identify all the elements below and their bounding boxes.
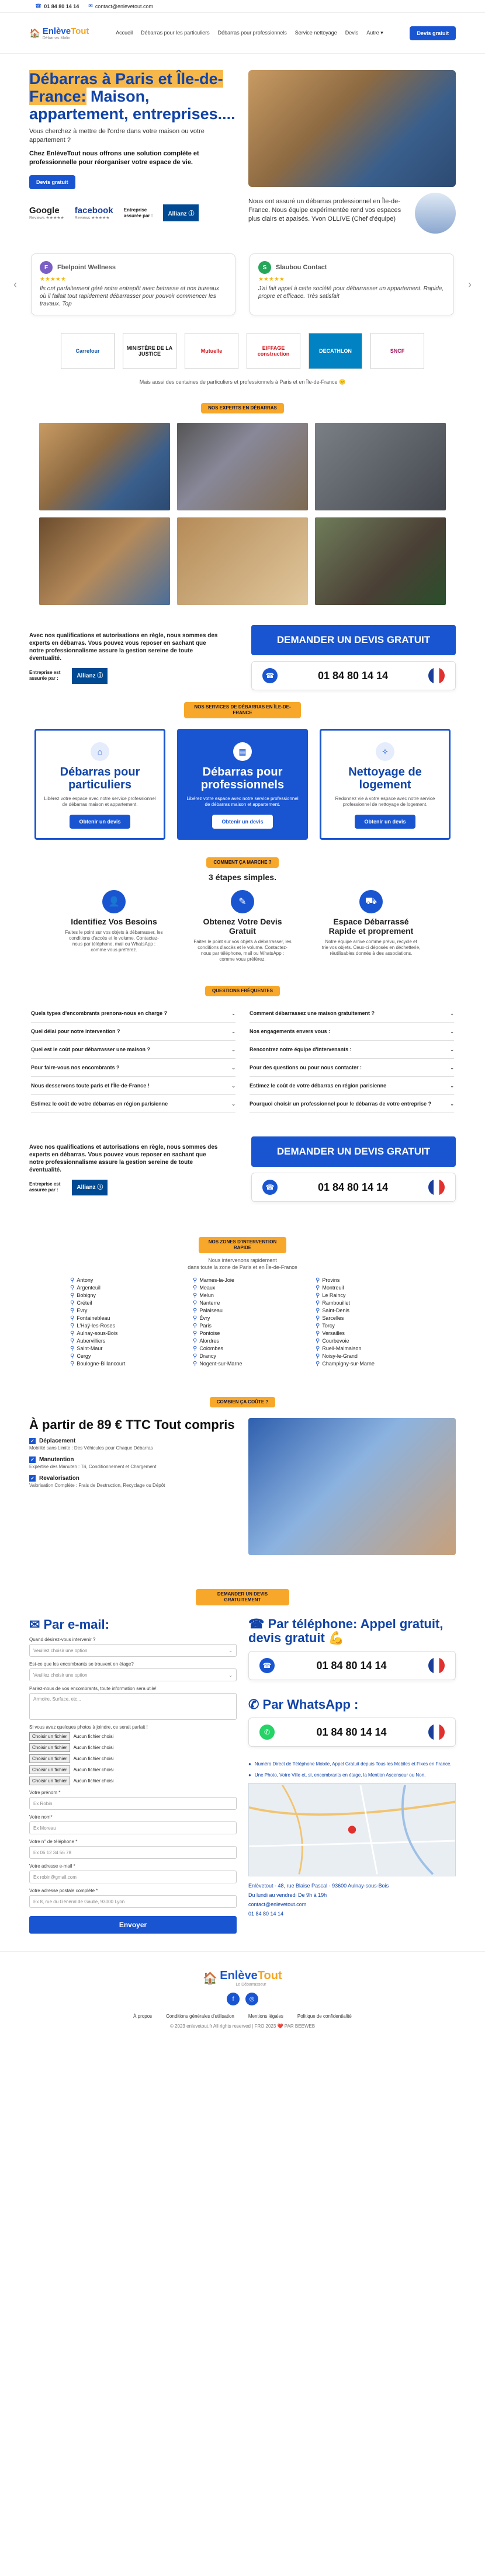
chevron-down-icon: ⌄ (231, 1101, 235, 1107)
faq-item[interactable]: Pourquoi choisir un professionnel pour le débarras de votre entreprise ? ⌄ (250, 1095, 454, 1113)
zone-item: ⚲ Évry (193, 1315, 292, 1322)
chevron-down-icon: ⌄ (450, 1047, 454, 1052)
price-title: À partir de 89 € TTC Tout compris (29, 1417, 235, 1432)
chevron-down-icon: ⌄ (228, 1672, 233, 1678)
zone-item: ⚲ Meaux (193, 1284, 292, 1292)
faq-item[interactable]: Estimez le coût de votre débarras en région parisienne ⌄ (31, 1095, 235, 1113)
service-card-professionnels: ▦ Débarras pour professionnels Libérez votre espace avec notre service professionnel de débarras maison et appartement. Obtenir un devis (177, 729, 308, 840)
phone-number: 01 84 80 14 14 (317, 669, 389, 682)
zone-item: ⚲ Rueil-Malmaison (316, 1345, 415, 1353)
zone-item: ⚲ Aulnay-sous-Bois (70, 1330, 169, 1337)
review-card (250, 253, 454, 315)
phone-field[interactable]: Ex 06 12 34 56 78 (29, 1846, 237, 1859)
file-input[interactable]: Choisir un fichier Aucun fichier choisi (29, 1754, 237, 1763)
nav-item-autre[interactable]: Autre ▾ (366, 30, 383, 36)
faq-item[interactable]: Nous desservons toute paris et l'Île-de-France ! ⌄ (31, 1077, 235, 1095)
footer-link[interactable]: À propos (133, 2014, 153, 2019)
steps-title: 3 étapes simples. (209, 872, 276, 882)
facebook-icon[interactable]: f (227, 1993, 240, 2005)
step-item: ✎ Obtenez Votre Devis Gratuit Faites le point sur vos objets à débarrasser, les conditions d'accès et le volume. Contactez-nous par téléphone, mail ou WhatsApp : comme vous préférez. (193, 890, 292, 962)
devis-gratuit-button[interactable]: DEMANDER UN DEVIS GRATUIT (251, 625, 456, 655)
faq-item[interactable]: Estimez le coût de votre débarras en région parisienne ⌄ (250, 1077, 454, 1095)
list-item: ● Numéro Direct de Téléphone Mobile, Appel Gratuit depuis Tous les Mobiles et Fixes en France. (248, 1761, 456, 1767)
service-card-particuliers: ⌂ Débarras pour particuliers Libérez votre espace avec notre service professionnel de débarras maison et appartement. Obtenir un devis (34, 729, 165, 840)
star-rating: ★★★★★ (40, 276, 66, 283)
chevron-down-icon: ⌄ (450, 1065, 454, 1070)
instagram-icon[interactable]: ◎ (245, 1993, 258, 2005)
mail-icon: ✉ (29, 1617, 40, 1632)
partner-logo-carrefour: Carrefour (61, 333, 115, 369)
chevron-down-icon: ⌄ (231, 1047, 235, 1052)
zone-item: ⚲ Courbevoie (316, 1337, 415, 1345)
file-input[interactable]: Choisir un fichier Aucun fichier choisi (29, 1743, 237, 1752)
footer-link[interactable]: Mentions légales (248, 2014, 283, 2019)
lastname-field[interactable]: Ex Moreau (29, 1821, 237, 1834)
nav-menu (116, 30, 383, 36)
zone-item: ⚲ Créteil (70, 1299, 169, 1307)
phone-box[interactable] (251, 1173, 456, 1202)
zone-item: ⚲ Champigny-sur-Marne (316, 1360, 415, 1368)
phone-title: ☎ Par téléphone: Appel gratuit, devis gratuit 💪 (248, 1616, 444, 1645)
footer-logo[interactable]: 🏠 EnlèveTout Le Débarrasseur (203, 1969, 282, 1987)
cta-text: Avec nos qualifications et autorisations en règle, nous sommes des experts en débarras. Vous pouvez vous reposer en sachant que notre professionnalisme assure la gestion sereine de toute éventualité. (29, 632, 218, 662)
zone-item: ⚲ Boulogne-Billancourt (70, 1360, 169, 1368)
zone-item: ⚲ Colombes (193, 1345, 292, 1353)
chevron-right-icon[interactable]: › (468, 278, 472, 290)
service-devis-button[interactable]: Obtenir un devis (355, 815, 415, 829)
services-list (0, 729, 485, 840)
price-photo (248, 1418, 456, 1555)
footer-links (0, 2014, 485, 2019)
chevron-down-icon: ⌄ (231, 1010, 235, 1016)
file-input[interactable]: Choisir un fichier Aucun fichier choisi (29, 1777, 237, 1785)
main-nav (0, 13, 485, 54)
whatsapp-title: ✆ Par WhatsApp : (248, 1697, 359, 1712)
photo-gallery (0, 423, 485, 605)
document-icon: ✎ (231, 890, 254, 913)
partner-logo-decathlon: DECATHLON (309, 333, 362, 369)
gallery-photo (177, 423, 308, 510)
footer-link[interactable]: Conditions générales d'utilisation (166, 2014, 234, 2019)
chevron-down-icon: ⌄ (450, 1083, 454, 1089)
star-rating: ★★★★★ (258, 276, 285, 283)
zone-item: ⚲ Torcy (316, 1322, 415, 1330)
logo-icon: 🏠 (203, 1972, 218, 1985)
topbar (0, 0, 485, 13)
phone-icon: ☎ (259, 1658, 275, 1673)
faq-list (0, 1004, 485, 1113)
hours-line: Du lundi au vendredi De 9h à 19h (248, 1892, 327, 1898)
section-pill-faq: QUESTIONS FRÉQUENTES (205, 986, 280, 996)
nav-item-devis[interactable]: Devis (345, 30, 359, 36)
map-image (249, 1784, 455, 1876)
footer (0, 1951, 485, 2040)
logo[interactable]: 🏠 EnlèveTout Débarras Malin (29, 26, 89, 40)
insurance-label: Entreprise assurée par : (123, 207, 153, 218)
chevron-down-icon: ⌄ (231, 1083, 235, 1089)
contact-section (0, 1605, 485, 1951)
gallery-photo (177, 517, 308, 605)
faq-item[interactable]: Quel délai pour notre intervention ? ⌄ (31, 1023, 235, 1041)
phone-icon: ☎ (248, 1616, 268, 1631)
truck-icon: ⛟ (359, 890, 383, 913)
zone-item: ⚲ Argenteuil (70, 1284, 169, 1292)
phone-box[interactable] (251, 661, 456, 690)
partners-logos (0, 329, 485, 373)
zone-item: ⚲ Alordres (193, 1337, 292, 1345)
hero-photo (248, 70, 456, 187)
zone-item: ⚲ Provins (316, 1277, 415, 1284)
review-text: J'ai fait appel à cette société pour débarrasser un appartement. Rapide, propre et efficace. Très satisfait (258, 286, 444, 300)
step-item: ⛟ Espace Débarrassé Rapide et proprement Notre équipe arrive comme prévu, recycle et trie vos objets. Ceux-ci déposés en déchetterie, réutilisables donnés à des associations. (321, 890, 421, 962)
gallery-photo (315, 423, 446, 510)
gallery-photo (39, 423, 170, 510)
chevron-down-icon: ⌄ (231, 1028, 235, 1034)
phone-icon: ☎ (262, 1180, 278, 1195)
zones-list (0, 1277, 485, 1368)
price-item: ✓ Déplacement (29, 1438, 237, 1444)
gallery-photo (39, 517, 170, 605)
zone-item: ⚲ Paris (193, 1322, 292, 1330)
hero-devis-button[interactable]: Devis gratuit (29, 175, 75, 189)
broom-icon: ✧ (376, 742, 394, 761)
section-pill-price: COMBIEN ÇA COÛTE ? (210, 1397, 276, 1407)
contact-notes (248, 1761, 456, 1778)
whatsapp-icon: ✆ (248, 1697, 263, 1712)
cta-block (0, 619, 485, 702)
topbar-email[interactable]: ✉ contact@enlevetout.com (88, 3, 154, 9)
phone-icon: ☎ (262, 668, 278, 683)
nav-item-nettoyage[interactable]: Service nettoyage (295, 30, 337, 36)
zone-item: ⚲ Evry (70, 1307, 169, 1315)
email-field[interactable]: Ex robin@gmail.com (29, 1871, 237, 1883)
floor-select[interactable]: Veuillez choisir une option ⌄ (29, 1668, 237, 1681)
file-input[interactable]: Choisir un fichier Aucun fichier choisi (29, 1732, 237, 1741)
service-card-nettoyage: ✧ Nettoyage de logement Redonnez vie à votre espace avec notre service professionnel de nettoyage de logement. Obtenir un devis (320, 729, 451, 840)
list-item: ● Une Photo, Votre Ville et, si, encombrants en étage, la Mention Ascenseur ou Non. (248, 1772, 456, 1778)
trust-badges (29, 204, 237, 221)
nav-item-accueil[interactable]: Accueil (116, 30, 133, 36)
service-devis-button[interactable]: Obtenir un devis (70, 815, 130, 829)
price-item: ✓ Manutention (29, 1456, 237, 1463)
section-pill-services: NOS SERVICES DE DÉBARRAS EN ÎLE-DE-FRANCE (184, 702, 301, 718)
zone-item: ⚲ Cergy (70, 1353, 169, 1360)
zone-item: ⚲ Versailles (316, 1330, 415, 1337)
france-flag-icon (428, 1179, 445, 1195)
france-flag-icon (428, 1657, 445, 1674)
address-field[interactable]: Ex 8, rue du Général de Gaulle, 93000 Lyon (29, 1895, 237, 1908)
zones-intro: Nous intervenons rapidement dans toute la zone de Paris et en Île-de-France (188, 1257, 297, 1270)
price-section: À partir de 89 € TTC Tout compris ✓ Déplacement Mobilité sans Limite : Des Véhicules pour Chaque Débarras ✓ Manutention Expertise des Manuten : Tri, Conditionnement et Chargement ✓ Revalorisation Valorisation Complète : Frais de Destruction, Recyclage ou Dépôt (0, 1407, 485, 1566)
zone-item: ⚲ Saint-Denis (316, 1307, 415, 1315)
phone-box[interactable]: ☎ 01 84 80 14 14 (248, 1651, 456, 1680)
social-links (0, 1993, 485, 2005)
zone-item: ⚲ Fontainebleau (70, 1315, 169, 1322)
section-pill-how: COMMENT ÇA MARCHE ? (206, 857, 278, 868)
zone-item: ⚲ Noisy-le-Grand (316, 1353, 415, 1360)
when-select[interactable]: Veuillez choisir une option ⌄ (29, 1644, 237, 1657)
zone-item: ⚲ Nanterre (193, 1299, 292, 1307)
zone-item: ⚲ Antony (70, 1277, 169, 1284)
quote-form: ✉ Par e-mail: Quand désirez-vous intervenir ? Veuillez choisir une option ⌄ Est-ce que les encombrants se trouvent en étage? Veuillez choisir une option ⌄ Parlez-nous de vos encombrants, toute information sera utile! Armoire, Surface, etc... Si vous avez quelques photos à joindre, ce serait parfait ! Choisir un fichier Aucun fichier choisi Choisir un fichier Aucun fichier choisi Choisir un fichier Aucun fichier choisi Choisir un fichier Aucun fichier choisi Choisir un fichier Aucun fichier choisi Votre prénom * Ex Robin Votre nom* Ex Moreau Votre n° de téléphone * Ex 06 12 34 56 78 Votre adresse e-mail * Ex robin@gmail.com Votre adresse postale complète * Ex 8, rue du Général de Gaulle, 93000 Lyon Envoyer (29, 1617, 237, 1934)
devis-gratuit-button[interactable]: DEMANDER UN DEVIS GRATUIT (251, 1136, 456, 1167)
building-icon: ▦ (233, 742, 252, 761)
faq-item[interactable]: Pour des questions ou pour nous contacter : ⌄ (250, 1059, 454, 1077)
copyright: © 2023 enlevetout.fr All rights reserved | FRO 2023 ❤️ PAR BEEWEB (169, 2024, 316, 2029)
phone-link[interactable]: 01 84 80 14 14 (248, 1911, 284, 1917)
service-devis-button[interactable]: Obtenir un devis (212, 815, 272, 829)
zone-item: ⚲ Palaiseau (193, 1307, 292, 1315)
reviews-carousel (0, 239, 485, 329)
section-pill-zones: NOS ZONES D'INTERVENTION RAPIDE (199, 1237, 286, 1253)
logo-icon: 🏠 (29, 28, 40, 39)
reviewer-name: Slaubou Contact (276, 264, 327, 271)
whatsapp-icon: ✆ (259, 1725, 275, 1740)
firstname-field[interactable]: Ex Robin (29, 1797, 237, 1810)
form-title: ✉ Par e-mail: (29, 1617, 109, 1632)
zone-item: ⚲ Aubervilliers (70, 1337, 169, 1345)
partners-note: Mais aussi des centaines de particuliers et professionnels à Paris et en Île-de-France 🙂 (139, 379, 346, 385)
partner-logo-justice: MINISTÈRE DE LA JUSTICE (123, 333, 176, 369)
phone-number: 01 84 80 14 14 (317, 1181, 389, 1193)
chevron-down-icon: ⌄ (450, 1101, 454, 1107)
whatsapp-box[interactable]: ✆ 01 84 80 14 14 (248, 1718, 456, 1747)
reviewer-avatar: F (40, 261, 53, 274)
team-quote: Nous ont assuré un débarras professionnel en Île-de-France. Nous équipe expérimentée rend vos espaces plus clairs et apaisés. Yvon OLLIVE (Chef d'équipe) (248, 193, 456, 234)
zone-item: ⚲ Pontoise (193, 1330, 292, 1337)
allianz-logo: Allianz ⓘ (72, 1180, 108, 1195)
section-pill-quote: DEMANDER UN DEVIS GRATUITEMENT (196, 1589, 289, 1605)
hero-text-1: Vous cherchez à mettre de l'ordre dans votre maison ou votre appartement ? (29, 128, 205, 144)
review-text: Ils ont parfaitement géré notre entrepôt avec betrasse et nos bureaux où il fallait tout rapidement débarrasser pour pouvoir commencer les travaux. Top (40, 286, 219, 307)
partner-logo-mutuelle: Mutuelle (185, 333, 238, 369)
nav-item-particuliers[interactable]: Débarras pour les particuliers (141, 30, 210, 36)
nav-devis-button[interactable]: Devis gratuit (410, 26, 456, 40)
steps (0, 890, 485, 962)
google-reviews-badge[interactable]: Google Reviews ★★★★★ (29, 206, 64, 220)
nav-item-professionnels[interactable]: Débarras pour professionnels (217, 30, 287, 36)
email-link[interactable]: contact@enlevetout.com (248, 1901, 307, 1907)
zone-item: ⚲ Marnes-la-Joie (193, 1277, 292, 1284)
zone-item: ⚲ Montreuil (316, 1284, 415, 1292)
allianz-logo: Allianz ⓘ (72, 668, 108, 684)
partner-logo-eiffage: EIFFAGE construction (247, 333, 300, 369)
avatar (415, 193, 456, 234)
zone-item: ⚲ Rambouillet (316, 1299, 415, 1307)
map[interactable] (248, 1783, 456, 1876)
review-card (31, 253, 235, 315)
home-icon: ⌂ (91, 742, 109, 761)
reviewer-avatar: S (258, 261, 271, 274)
zone-item: ⚲ Saint-Maur (70, 1345, 169, 1353)
france-flag-icon (428, 1724, 445, 1740)
phone-icon: ☎ (35, 3, 42, 9)
allianz-logo: Allianz ⓘ (163, 204, 199, 221)
faq-item[interactable]: Pour faire-vous nos encombrants ? ⌄ (31, 1059, 235, 1077)
zone-item: ⚲ Nogent-sur-Marne (193, 1360, 292, 1368)
faq-item[interactable]: Quels types d'encombrants prenons-nous en charge ? ⌄ (31, 1004, 235, 1023)
description-textarea[interactable]: Armoire, Surface, etc... (29, 1693, 237, 1720)
zone-item: ⚲ Bobigny (70, 1292, 169, 1299)
chevron-down-icon: ⌄ (450, 1028, 454, 1034)
user-icon: 👤 (102, 890, 126, 913)
faq-item[interactable]: Quel est le coût pour débarrasser une maison ? ⌄ (31, 1041, 235, 1059)
zone-item: ⚲ Drancy (193, 1353, 292, 1360)
chevron-down-icon: ⌄ (231, 1065, 235, 1070)
chevron-down-icon: ⌄ (450, 1010, 454, 1016)
address-block (248, 1881, 456, 1918)
file-input[interactable]: Choisir un fichier Aucun fichier choisi (29, 1765, 237, 1774)
address-line: Enlèvetout - 48, rue Blaise Pascal - 93600 Aulnay-sous-Bois (248, 1883, 389, 1889)
topbar-phone[interactable]: ☎ 01 84 80 14 14 (35, 3, 79, 9)
footer-link[interactable]: Politique de confidentialité (297, 2014, 352, 2019)
hero (0, 54, 485, 239)
faq-item[interactable]: Rencontrez notre équipe d'intervenants : ⌄ (250, 1041, 454, 1059)
facebook-reviews-badge[interactable]: facebook Reviews ★★★★★ (74, 206, 113, 220)
insurance-label: Entreprise est assurée par : (29, 1181, 61, 1193)
cta-block-2 (0, 1131, 485, 1214)
mail-icon: ✉ (88, 3, 93, 9)
faq-item[interactable]: Comment débarrassez une maison gratuitement ? ⌄ (250, 1004, 454, 1023)
section-pill-experts: NOS EXPERTS EN DÉBARRAS (201, 403, 284, 413)
chevron-left-icon[interactable]: ‹ (13, 278, 17, 290)
zone-item: ⚲ Melun (193, 1292, 292, 1299)
hero-text-2: Chez EnlèveTout nous offrons une solution complète et professionnelle pour réorganiser votre espace de vie. (29, 150, 199, 166)
send-button[interactable]: Envoyer (29, 1916, 237, 1934)
partner-logo-sncf: SNCF (370, 333, 424, 369)
reviewer-name: Fbelpoint Wellness (57, 264, 116, 271)
cta-text: Avec nos qualifications et autorisations en règle, nous sommes des experts en débarras. Vous pouvez vous reposer en sachant que notre professionnalisme assure la gestion sereine de toute éventualité. (29, 1143, 218, 1173)
contact-side (248, 1617, 456, 1934)
gallery-photo (315, 517, 446, 605)
zone-item: ⚲ L'Haÿ-les-Roses (70, 1322, 169, 1330)
insurance-label: Entreprise est assurée par : (29, 670, 61, 681)
hero-title: Débarras à Paris et Île-de-France: Maison, appartement, entreprises.... (29, 70, 235, 123)
step-item: 👤 Identifiez Vos Besoins Faites le point sur vos objets à débarrasser, les conditions d'accès et le volume. Contactez-nous par téléphone, mail ou WhatsApp : comme vous préférez. (64, 890, 164, 962)
chevron-down-icon: ⌄ (228, 1647, 233, 1653)
zone-item: ⚲ Sarcelles (316, 1315, 415, 1322)
france-flag-icon (428, 668, 445, 684)
faq-item[interactable]: Nos engagements envers vous : ⌄ (250, 1023, 454, 1041)
price-item: ✓ Revalorisation (29, 1475, 237, 1482)
zone-item: ⚲ Le Raincy (316, 1292, 415, 1299)
